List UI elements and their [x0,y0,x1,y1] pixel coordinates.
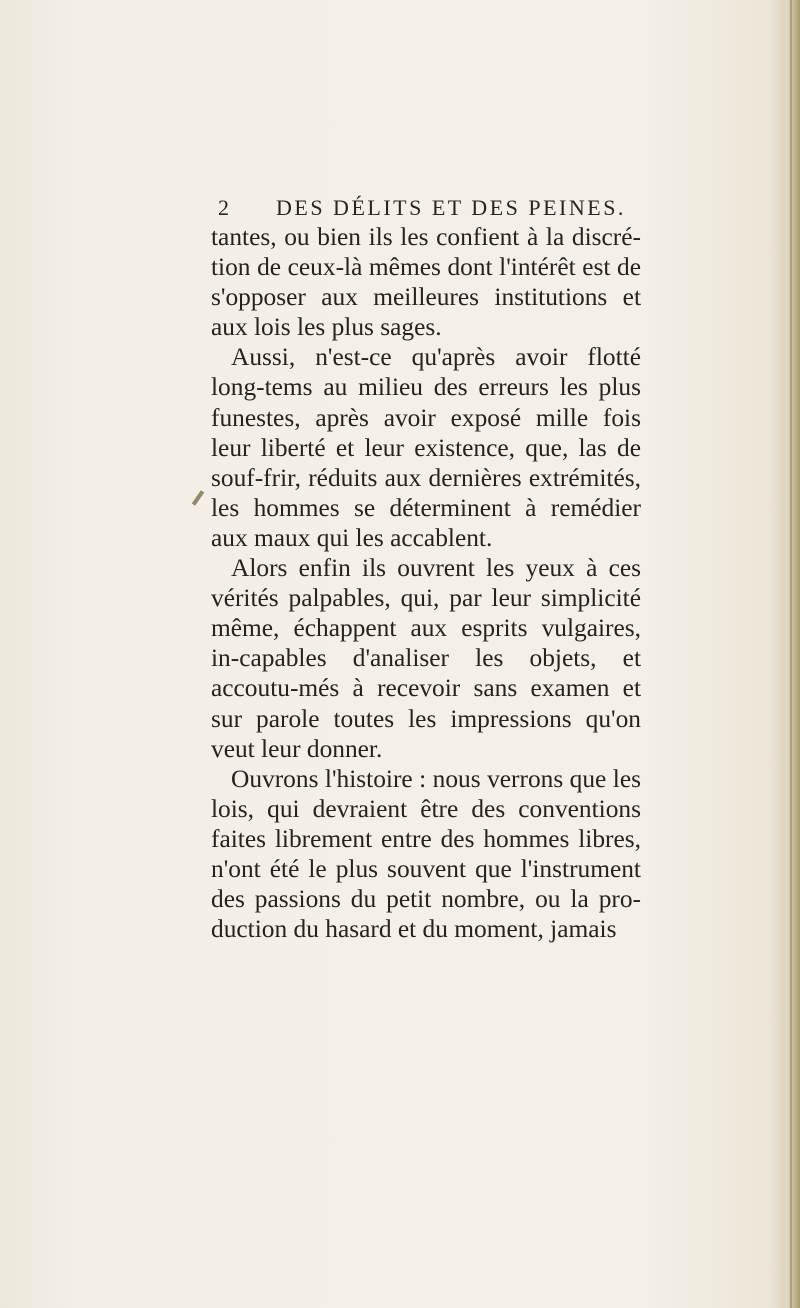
paragraph-2: Aussi, n'est-ce qu'après avoir flotté long-tems au milieu des erreurs les plus funestes, après avoir exposé mille fois leur liberté et leur existence, que, las de souf-frir, réduits aux dernières extrémités, les hommes se déterminent à remédier aux maux qui les accablent. [211,343,641,552]
body-text [211,222,641,944]
page-number: 2 [218,195,231,220]
paragraph-4: Ouvrons l'histoire : nous verrons que les lois, qui devraient être des conventions faites librement entre des hommes libres, n'ont été le plus souvent que l'instrument des passions du petit nombre, ou la pro-duction du hasard et du moment, jamais [211,764,641,944]
ink-mark [192,490,204,505]
page-edge [786,0,800,1308]
running-title: DES DÉLITS ET DES PEINES. [276,195,626,220]
page-header [218,195,626,221]
paragraph-3: Alors enfin ils ouvrent les yeux à ces vérités palpables, qui, par leur simplicité même, échappent aux esprits vulgaires, in-capables d'analiser les objets, et accoutu-més à recevoir sans examen et sur parole toutes les impressions qu'on veut leur donner. [211,554,641,763]
paragraph-1: tantes, ou bien ils les confient à la discré-tion de ceux-là mêmes dont l'intérêt est de s'opposer aux meilleures institutions et aux lois les plus sages. [211,223,641,342]
page-edge-line [790,0,792,1308]
